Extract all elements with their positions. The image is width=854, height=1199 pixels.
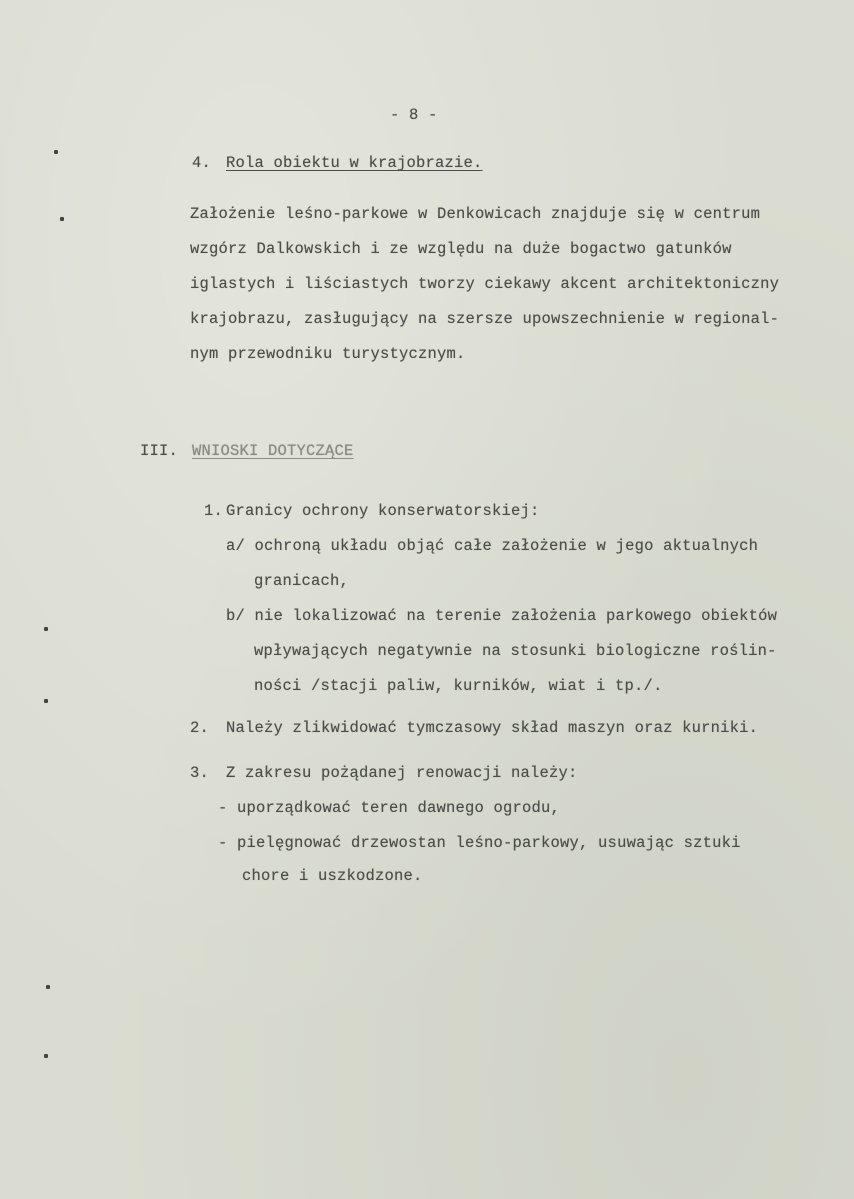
section-iii-heading: WNIOSKI DOTYCZĄCE — [192, 442, 354, 460]
item-1a-line: a/ ochroną układu objąć całe założenie w jego aktualnych — [226, 537, 759, 555]
item-3-dash-continuation: chore i uszkodzone. — [242, 867, 423, 885]
section-4-heading: Rola obiektu w krajobrazie. — [226, 154, 483, 172]
item-2-text: Należy zlikwidować tymczasowy skład maszyn oraz kurniki. — [226, 719, 759, 737]
item-3-number: 3. — [190, 764, 210, 782]
paragraph-line: Założenie leśno-parkowe w Denkowicach znajduje się w centrum — [190, 205, 761, 223]
item-1-number: 1. — [204, 502, 224, 520]
margin-mark — [44, 627, 48, 631]
item-3-dash: - pielęgnować drzewostan leśno-parkowy, usuwając sztuki — [218, 834, 741, 852]
paragraph-line: wzgórz Dalkowskich i ze względu na duże bogactwo gatunków — [190, 240, 732, 258]
page-number: - 8 - — [390, 106, 438, 124]
item-3-dash: - uporządkować teren dawnego ogrodu, — [218, 799, 561, 817]
item-1b-line: b/ nie lokalizować na terenie założenia parkowego obiektów — [226, 607, 778, 625]
section-iii-number: III. — [140, 442, 179, 460]
margin-mark — [54, 150, 58, 154]
paragraph-line: krajobrazu, zasługujący na szersze upowszechnienie w regional- — [190, 310, 780, 328]
margin-mark — [46, 985, 50, 989]
margin-mark — [60, 217, 64, 221]
section-4-number: 4. — [192, 154, 212, 172]
item-2-number: 2. — [190, 719, 210, 737]
margin-mark — [44, 699, 48, 703]
item-3-text: Z zakresu pożądanej renowacji należy: — [226, 764, 578, 782]
item-1b-line: ności /stacji paliw, kurników, wiat i tp./. — [254, 677, 663, 695]
item-1a-line: granicach, — [254, 572, 350, 590]
item-1b-line: wpływających negatywnie na stosunki biologiczne roślin- — [254, 642, 777, 660]
item-1-text: Granicy ochrony konserwatorskiej: — [226, 502, 540, 520]
paragraph-line: iglastych i liściastych tworzy ciekawy akcent architektoniczny — [190, 275, 780, 293]
margin-mark — [44, 1054, 48, 1058]
paragraph-line: nym przewodniku turystycznym. — [190, 345, 466, 363]
